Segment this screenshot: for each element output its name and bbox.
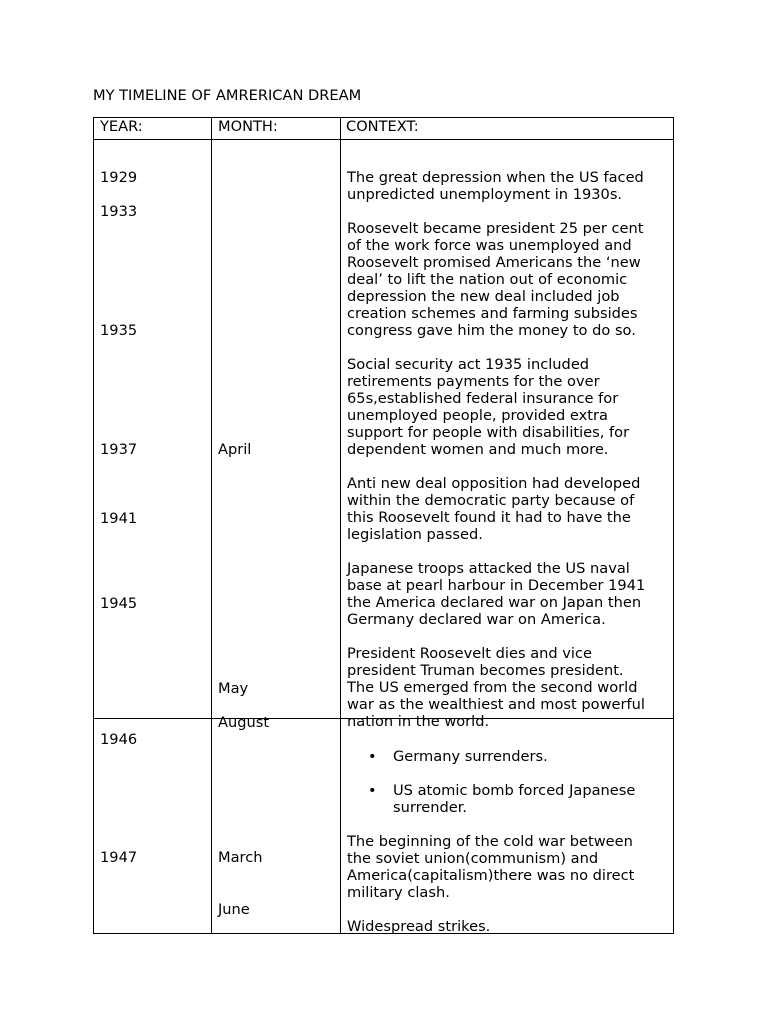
text-line: nation in the world.: [347, 713, 490, 730]
text-line: the America declared war on Japan then: [347, 594, 642, 611]
text-line: Germany surrenders.: [393, 748, 548, 765]
context-paragraph-1947: [347, 833, 669, 901]
month-august: August: [218, 714, 270, 731]
text-line: base at pearl harbour in December 1941: [347, 577, 646, 594]
text-line: The US emerged from the second world: [347, 679, 638, 696]
month-april: April: [218, 441, 252, 458]
timeline-table: [93, 117, 674, 934]
text-line: president Truman becomes president.: [347, 662, 624, 679]
year-1947: 1947: [100, 849, 138, 866]
text-line: unpredicted unemployment in 1930s.: [347, 186, 623, 203]
header-month: MONTH:: [218, 118, 278, 135]
column-divider-1: [211, 118, 212, 933]
year-1929: 1929: [100, 169, 138, 186]
year-1941: 1941: [100, 510, 138, 527]
text-line: this Roosevelt found it had to have the: [347, 509, 631, 526]
header-year: YEAR:: [100, 118, 143, 135]
bullet-icon: •: [368, 782, 377, 799]
page-title: MY TIMELINE OF AMRERICAN DREAM: [93, 87, 362, 104]
text-line: creation schemes and farming subsides: [347, 305, 638, 322]
year-1933: 1933: [100, 203, 138, 220]
context-paragraph-1933: [347, 220, 669, 339]
text-line: the soviet union(communism) and: [347, 850, 599, 867]
text-line: deal’ to lift the nation out of economic: [347, 271, 628, 288]
text-line: The great depression when the US faced: [347, 169, 644, 186]
text-line: 65s,established federal insurance for: [347, 390, 619, 407]
year-1946: 1946: [100, 731, 138, 748]
text-line: America(capitalism)there was no direct: [347, 867, 635, 884]
text-line: US atomic bomb forced Japanese: [393, 782, 636, 799]
bullet-item-germany-surrenders: [393, 748, 548, 765]
text-line: military clash.: [347, 884, 450, 901]
text-line: support for people with disabilities, for: [347, 424, 630, 441]
context-paragraph-1935: [347, 356, 669, 458]
context-paragraph-1945: [347, 645, 669, 730]
text-line: Japanese troops attacked the US naval: [347, 560, 630, 577]
text-line: Germany declared war on America.: [347, 611, 606, 628]
year-1937: 1937: [100, 441, 138, 458]
year-1935: 1935: [100, 322, 138, 339]
text-line: dependent women and much more.: [347, 441, 609, 458]
text-line: Roosevelt became president 25 per cent: [347, 220, 644, 237]
month-may: May: [218, 680, 249, 697]
text-line: Social security act 1935 included: [347, 356, 590, 373]
context-paragraph-1937: [347, 475, 669, 543]
month-june: June: [218, 901, 250, 918]
context-paragraph-june: [347, 918, 669, 935]
text-line: legislation passed.: [347, 526, 483, 543]
text-line: war as the wealthiest and most powerful: [347, 696, 645, 713]
bullet-icon: •: [368, 748, 377, 765]
text-line: depression the new deal included job: [347, 288, 620, 305]
bullet-item-atomic-bomb: [393, 782, 635, 816]
header-context: CONTEXT:: [346, 118, 419, 135]
context-paragraph-1941: [347, 560, 669, 628]
text-line: retirements payments for the over: [347, 373, 600, 390]
column-divider-2: [340, 118, 341, 933]
text-line: Anti new deal opposition had developed: [347, 475, 641, 492]
text-line: congress gave him the money to do so.: [347, 322, 636, 339]
month-march: March: [218, 849, 263, 866]
text-line: within the democratic party because of: [347, 492, 635, 509]
context-paragraph-1929: [347, 169, 669, 203]
header-divider: [94, 139, 673, 140]
year-1945: 1945: [100, 595, 138, 612]
text-line: of the work force was unemployed and: [347, 237, 632, 254]
text-line: The beginning of the cold war between: [347, 833, 633, 850]
text-line: Widespread strikes.: [347, 918, 491, 935]
text-line: President Roosevelt dies and vice: [347, 645, 592, 662]
text-line: Roosevelt promised Americans the ‘new: [347, 254, 641, 271]
text-line: unemployed people, provided extra: [347, 407, 608, 424]
text-line: surrender.: [393, 799, 468, 816]
